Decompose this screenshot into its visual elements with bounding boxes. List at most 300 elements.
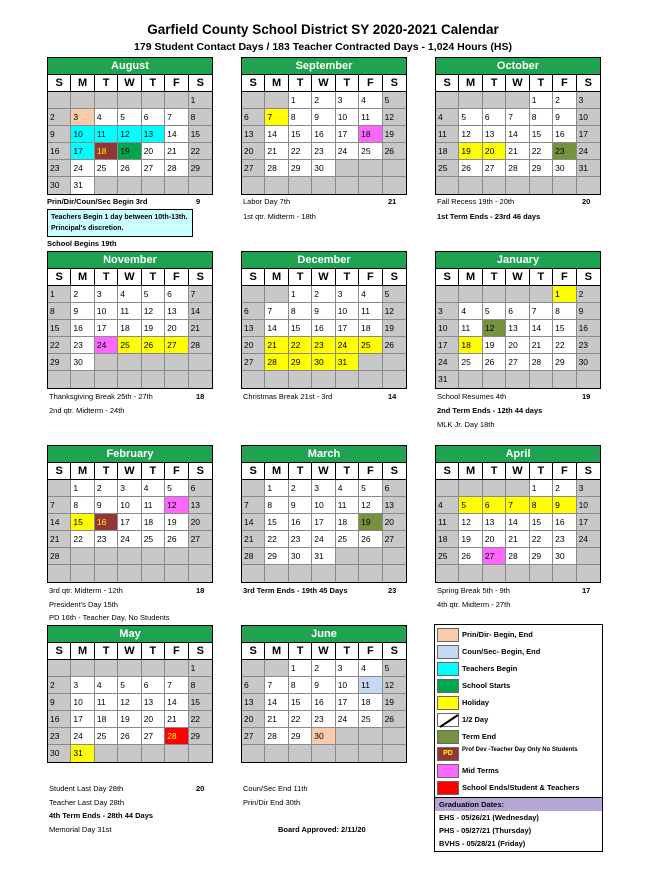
teachers-begin-callout: Teachers Begin 1 day between 10th-13th. Principal's discretion. bbox=[47, 209, 193, 237]
day-cell bbox=[165, 745, 188, 762]
day-cell bbox=[165, 660, 188, 677]
day-of-week-label: W bbox=[118, 643, 141, 660]
day-cell: 24 bbox=[577, 531, 600, 548]
day-cell: 10 bbox=[336, 109, 359, 126]
day-cell bbox=[436, 92, 459, 109]
month-june bbox=[241, 625, 407, 763]
day-cell: 18 bbox=[359, 320, 382, 337]
day-cell: 21 bbox=[530, 337, 553, 354]
day-cell: 10 bbox=[118, 497, 141, 514]
day-cell: 8 bbox=[71, 497, 94, 514]
day-cell: 13 bbox=[242, 126, 265, 143]
day-cell: 13 bbox=[483, 126, 506, 143]
day-cell: 13 bbox=[142, 694, 165, 711]
day-cell bbox=[95, 354, 118, 371]
day-of-week-label: T bbox=[142, 463, 165, 480]
day-cell: 17 bbox=[118, 514, 141, 531]
day-cell: 3 bbox=[336, 660, 359, 677]
day-cell: 8 bbox=[553, 303, 576, 320]
day-cell: 25 bbox=[459, 354, 482, 371]
day-cell: 4 bbox=[336, 480, 359, 497]
day-of-week-label: W bbox=[312, 75, 335, 92]
day-cell: 5 bbox=[483, 303, 506, 320]
day-cell: 24 bbox=[95, 337, 118, 354]
day-cell: 2 bbox=[553, 480, 576, 497]
note-sep-midterm: 1st qtr. Midterm - 18th bbox=[243, 212, 316, 221]
legend-item-school-ends bbox=[435, 780, 602, 796]
legend-item-prin bbox=[435, 627, 602, 643]
month-december bbox=[241, 251, 407, 389]
day-cell bbox=[118, 92, 141, 109]
legend-label: Coun/Sec- Begin, End bbox=[462, 647, 541, 656]
day-cell: 22 bbox=[530, 531, 553, 548]
day-cell: 11 bbox=[436, 514, 459, 531]
day-cell bbox=[312, 745, 335, 762]
day-of-week-label: T bbox=[289, 269, 312, 286]
day-of-week-label: T bbox=[142, 269, 165, 286]
day-of-week-label: T bbox=[336, 269, 359, 286]
day-cell: 19 bbox=[165, 514, 188, 531]
day-cell: 13 bbox=[189, 497, 212, 514]
day-cell bbox=[242, 286, 265, 303]
day-cell: 2 bbox=[95, 480, 118, 497]
page-subtitle: 179 Student Contact Days / 183 Teacher Contracted Days - 1,024 Hours (HS) bbox=[134, 41, 512, 53]
day-cell: 9 bbox=[312, 303, 335, 320]
day-cell: 23 bbox=[71, 337, 94, 354]
day-of-week-label: W bbox=[118, 75, 141, 92]
day-cell bbox=[459, 286, 482, 303]
day-cell bbox=[242, 92, 265, 109]
day-cell: 8 bbox=[530, 109, 553, 126]
day-cell: 20 bbox=[483, 143, 506, 160]
day-cell bbox=[48, 92, 71, 109]
day-of-week-label: T bbox=[289, 463, 312, 480]
day-cell: 4 bbox=[436, 497, 459, 514]
month-april bbox=[435, 445, 601, 583]
day-cell: 5 bbox=[383, 92, 406, 109]
day-cell: 11 bbox=[95, 694, 118, 711]
day-cell: 21 bbox=[165, 711, 188, 728]
day-cell: 7 bbox=[265, 303, 288, 320]
day-cell bbox=[95, 92, 118, 109]
day-cell: 29 bbox=[189, 160, 212, 177]
day-cell: 17 bbox=[71, 143, 94, 160]
day-cell bbox=[242, 660, 265, 677]
day-cell bbox=[530, 371, 553, 388]
day-cell bbox=[312, 177, 335, 194]
day-cell: 24 bbox=[577, 143, 600, 160]
day-cell: 11 bbox=[142, 497, 165, 514]
day-cell: 16 bbox=[312, 126, 335, 143]
day-cell bbox=[289, 177, 312, 194]
day-of-week-label: M bbox=[459, 463, 482, 480]
month-name: January bbox=[436, 252, 600, 269]
day-cell: 28 bbox=[265, 728, 288, 745]
day-of-week-label: W bbox=[312, 269, 335, 286]
day-of-week-label: S bbox=[189, 269, 212, 286]
day-cell: 18 bbox=[142, 514, 165, 531]
day-cell: 30 bbox=[71, 354, 94, 371]
day-cell: 27 bbox=[506, 354, 529, 371]
day-cell bbox=[265, 660, 288, 677]
day-cell: 6 bbox=[142, 109, 165, 126]
day-cell: 21 bbox=[48, 531, 71, 548]
legend-swatch: PD bbox=[437, 747, 459, 761]
day-cell bbox=[48, 371, 71, 388]
day-cell bbox=[48, 565, 71, 582]
day-cell: 3 bbox=[336, 92, 359, 109]
day-of-week-label: F bbox=[553, 463, 576, 480]
day-cell: 24 bbox=[312, 531, 335, 548]
legend-label: Mid Terms bbox=[462, 766, 499, 775]
day-cell: 9 bbox=[553, 109, 576, 126]
day-cell: 22 bbox=[530, 143, 553, 160]
day-cell bbox=[530, 286, 553, 303]
day-of-week-label: M bbox=[459, 75, 482, 92]
day-cell: 2 bbox=[312, 92, 335, 109]
day-cell: 13 bbox=[242, 320, 265, 337]
day-cell: 13 bbox=[165, 303, 188, 320]
month-september bbox=[241, 57, 407, 195]
day-cell: 18 bbox=[359, 694, 382, 711]
day-cell: 18 bbox=[359, 126, 382, 143]
count-may: 20 bbox=[196, 784, 205, 793]
day-cell bbox=[142, 745, 165, 762]
day-of-week-label: T bbox=[530, 463, 553, 480]
day-of-week-label: M bbox=[265, 463, 288, 480]
day-cell: 26 bbox=[383, 711, 406, 728]
day-cell bbox=[553, 177, 576, 194]
day-cell bbox=[165, 371, 188, 388]
day-cell bbox=[289, 371, 312, 388]
note-feb-presidents: President's Day 15th bbox=[49, 600, 118, 609]
day-cell bbox=[577, 565, 600, 582]
day-cell: 2 bbox=[48, 109, 71, 126]
day-cell: 28 bbox=[506, 160, 529, 177]
note-jun-prin: Prin/Dir End 30th bbox=[243, 798, 301, 807]
day-cell: 31 bbox=[71, 745, 94, 762]
day-cell: 6 bbox=[142, 677, 165, 694]
day-cell: 1 bbox=[289, 286, 312, 303]
day-cell: 11 bbox=[359, 677, 382, 694]
day-cell: 14 bbox=[265, 126, 288, 143]
day-cell: 31 bbox=[312, 548, 335, 565]
day-cell: 10 bbox=[336, 677, 359, 694]
day-cell: 4 bbox=[95, 109, 118, 126]
day-cell bbox=[553, 371, 576, 388]
day-cell bbox=[95, 371, 118, 388]
day-of-week-label: T bbox=[289, 75, 312, 92]
day-of-week-label: S bbox=[189, 75, 212, 92]
legend-swatch bbox=[437, 713, 459, 727]
day-cell bbox=[265, 371, 288, 388]
day-of-week-label: S bbox=[436, 463, 459, 480]
day-cell: 21 bbox=[265, 711, 288, 728]
day-cell bbox=[189, 177, 212, 194]
day-cell: 26 bbox=[165, 531, 188, 548]
day-cell: 30 bbox=[48, 177, 71, 194]
day-cell: 13 bbox=[506, 320, 529, 337]
day-cell bbox=[242, 565, 265, 582]
day-cell bbox=[189, 354, 212, 371]
day-cell: 8 bbox=[289, 677, 312, 694]
month-name: April bbox=[436, 446, 600, 463]
day-cell: 11 bbox=[95, 126, 118, 143]
day-cell: 19 bbox=[459, 143, 482, 160]
day-cell: 30 bbox=[48, 745, 71, 762]
day-of-week-label: S bbox=[577, 75, 600, 92]
day-cell: 14 bbox=[506, 126, 529, 143]
day-cell bbox=[459, 177, 482, 194]
day-cell: 5 bbox=[165, 480, 188, 497]
day-of-week-label: T bbox=[95, 463, 118, 480]
day-cell: 14 bbox=[242, 514, 265, 531]
day-cell: 14 bbox=[165, 126, 188, 143]
day-cell: 15 bbox=[289, 694, 312, 711]
note-jan-term: 2nd Term Ends - 12th 44 days bbox=[437, 406, 543, 415]
day-cell: 3 bbox=[336, 286, 359, 303]
legend-label: 1/2 Day bbox=[462, 715, 489, 724]
day-cell: 3 bbox=[71, 109, 94, 126]
day-cell: 19 bbox=[118, 711, 141, 728]
day-cell: 5 bbox=[142, 286, 165, 303]
day-cell bbox=[483, 177, 506, 194]
day-cell bbox=[165, 177, 188, 194]
day-cell: 8 bbox=[289, 109, 312, 126]
day-cell: 3 bbox=[312, 480, 335, 497]
day-cell: 4 bbox=[118, 286, 141, 303]
day-cell bbox=[189, 745, 212, 762]
day-cell bbox=[242, 177, 265, 194]
day-cell: 21 bbox=[506, 143, 529, 160]
month-name: June bbox=[242, 626, 406, 643]
day-cell: 28 bbox=[506, 548, 529, 565]
day-cell: 22 bbox=[265, 531, 288, 548]
day-cell: 12 bbox=[459, 126, 482, 143]
day-cell bbox=[483, 565, 506, 582]
day-cell: 16 bbox=[312, 694, 335, 711]
month-name: March bbox=[242, 446, 406, 463]
day-cell bbox=[436, 286, 459, 303]
day-of-week-label: S bbox=[242, 643, 265, 660]
day-cell bbox=[436, 480, 459, 497]
day-of-week-label: F bbox=[165, 463, 188, 480]
day-cell: 13 bbox=[383, 497, 406, 514]
day-cell: 25 bbox=[95, 728, 118, 745]
month-march bbox=[241, 445, 407, 583]
day-cell: 1 bbox=[553, 286, 576, 303]
day-cell: 28 bbox=[165, 728, 188, 745]
day-cell: 8 bbox=[48, 303, 71, 320]
day-cell: 19 bbox=[383, 126, 406, 143]
day-of-week-label: M bbox=[71, 463, 94, 480]
day-cell bbox=[359, 371, 382, 388]
day-cell bbox=[359, 745, 382, 762]
day-cell: 27 bbox=[242, 354, 265, 371]
day-cell bbox=[48, 480, 71, 497]
day-cell: 10 bbox=[71, 694, 94, 711]
day-cell bbox=[530, 177, 553, 194]
legend-label: Term End bbox=[462, 732, 497, 741]
day-cell: 12 bbox=[118, 694, 141, 711]
day-cell bbox=[506, 371, 529, 388]
day-cell: 5 bbox=[459, 497, 482, 514]
day-cell: 4 bbox=[95, 677, 118, 694]
day-of-week-label: F bbox=[359, 463, 382, 480]
day-cell: 24 bbox=[336, 711, 359, 728]
day-cell bbox=[95, 565, 118, 582]
day-of-week-label: T bbox=[289, 643, 312, 660]
day-cell bbox=[71, 548, 94, 565]
day-cell: 9 bbox=[553, 497, 576, 514]
day-cell: 20 bbox=[483, 531, 506, 548]
day-of-week-label: T bbox=[483, 463, 506, 480]
day-cell: 7 bbox=[165, 677, 188, 694]
day-of-week-label: F bbox=[165, 643, 188, 660]
month-name: May bbox=[48, 626, 212, 643]
day-cell: 19 bbox=[383, 694, 406, 711]
day-of-week-label: S bbox=[383, 643, 406, 660]
day-cell: 29 bbox=[530, 548, 553, 565]
day-cell bbox=[265, 565, 288, 582]
legend-swatch bbox=[437, 679, 459, 693]
day-cell: 28 bbox=[265, 354, 288, 371]
legend-item-mid-terms bbox=[435, 763, 602, 779]
day-cell bbox=[336, 371, 359, 388]
day-cell: 15 bbox=[189, 126, 212, 143]
note-may-student: Student Last Day 28th bbox=[49, 784, 124, 793]
day-cell bbox=[336, 728, 359, 745]
day-of-week-label: M bbox=[265, 643, 288, 660]
day-cell: 10 bbox=[336, 303, 359, 320]
count-dec: 14 bbox=[388, 392, 397, 401]
day-cell: 22 bbox=[289, 143, 312, 160]
day-cell: 4 bbox=[359, 92, 382, 109]
legend-swatch bbox=[437, 764, 459, 778]
day-cell bbox=[48, 660, 71, 677]
day-cell: 26 bbox=[459, 548, 482, 565]
day-of-week-label: T bbox=[530, 269, 553, 286]
day-cell bbox=[483, 92, 506, 109]
day-cell bbox=[459, 480, 482, 497]
day-cell: 14 bbox=[265, 694, 288, 711]
day-of-week-label: S bbox=[436, 269, 459, 286]
count-apr: 17 bbox=[582, 586, 591, 595]
graduation-phs: PHS - 05/27/21 (Thursday) bbox=[439, 826, 532, 835]
day-of-week-label: T bbox=[95, 643, 118, 660]
day-cell: 19 bbox=[359, 514, 382, 531]
day-cell: 25 bbox=[359, 143, 382, 160]
day-cell bbox=[142, 660, 165, 677]
day-cell: 14 bbox=[48, 514, 71, 531]
day-of-week-label: F bbox=[553, 269, 576, 286]
day-cell: 2 bbox=[71, 286, 94, 303]
legend-label: Prin/Dir- Begin, End bbox=[462, 630, 533, 639]
day-cell: 27 bbox=[483, 160, 506, 177]
day-cell bbox=[359, 548, 382, 565]
day-cell bbox=[242, 745, 265, 762]
day-cell: 6 bbox=[242, 109, 265, 126]
day-cell: 15 bbox=[189, 694, 212, 711]
day-cell: 12 bbox=[359, 497, 382, 514]
day-cell: 26 bbox=[118, 728, 141, 745]
day-cell bbox=[118, 565, 141, 582]
month-january bbox=[435, 251, 601, 389]
day-cell: 11 bbox=[118, 303, 141, 320]
day-cell bbox=[359, 177, 382, 194]
day-cell bbox=[383, 728, 406, 745]
day-cell: 23 bbox=[312, 711, 335, 728]
day-cell: 26 bbox=[142, 337, 165, 354]
legend bbox=[434, 624, 603, 852]
day-cell: 8 bbox=[189, 109, 212, 126]
day-of-week-label: F bbox=[359, 269, 382, 286]
legend-label: Holiday bbox=[462, 698, 490, 707]
day-of-week-label: F bbox=[165, 269, 188, 286]
day-cell: 29 bbox=[189, 728, 212, 745]
month-name: August bbox=[48, 58, 212, 75]
day-cell: 20 bbox=[242, 711, 265, 728]
day-cell bbox=[165, 565, 188, 582]
day-cell: 26 bbox=[118, 160, 141, 177]
day-cell bbox=[189, 565, 212, 582]
day-cell: 8 bbox=[265, 497, 288, 514]
day-of-week-label: M bbox=[459, 269, 482, 286]
day-cell bbox=[142, 548, 165, 565]
day-cell: 1 bbox=[530, 92, 553, 109]
day-cell bbox=[577, 371, 600, 388]
day-cell: 16 bbox=[48, 143, 71, 160]
day-cell: 31 bbox=[336, 354, 359, 371]
day-of-week-label: S bbox=[436, 75, 459, 92]
day-cell: 13 bbox=[242, 694, 265, 711]
day-cell: 22 bbox=[189, 143, 212, 160]
day-cell: 7 bbox=[165, 109, 188, 126]
day-cell: 14 bbox=[189, 303, 212, 320]
day-cell: 17 bbox=[577, 514, 600, 531]
day-cell bbox=[118, 660, 141, 677]
day-cell bbox=[189, 371, 212, 388]
day-cell: 19 bbox=[118, 143, 141, 160]
day-cell bbox=[189, 548, 212, 565]
day-cell: 14 bbox=[165, 694, 188, 711]
day-cell bbox=[506, 92, 529, 109]
day-cell: 12 bbox=[383, 677, 406, 694]
day-cell: 31 bbox=[71, 177, 94, 194]
day-cell: 8 bbox=[530, 497, 553, 514]
day-cell: 14 bbox=[506, 514, 529, 531]
day-cell: 15 bbox=[530, 126, 553, 143]
day-of-week-label: W bbox=[506, 75, 529, 92]
day-cell: 17 bbox=[312, 514, 335, 531]
day-cell: 27 bbox=[483, 548, 506, 565]
legend-swatch bbox=[437, 696, 459, 710]
day-cell: 5 bbox=[383, 660, 406, 677]
day-cell: 15 bbox=[530, 514, 553, 531]
day-cell: 12 bbox=[165, 497, 188, 514]
day-of-week-label: S bbox=[383, 75, 406, 92]
day-cell: 9 bbox=[95, 497, 118, 514]
day-cell: 16 bbox=[71, 320, 94, 337]
day-cell: 24 bbox=[71, 728, 94, 745]
month-name: December bbox=[242, 252, 406, 269]
month-november bbox=[47, 251, 213, 389]
day-cell: 28 bbox=[242, 548, 265, 565]
day-cell: 1 bbox=[71, 480, 94, 497]
day-cell bbox=[142, 92, 165, 109]
day-cell: 7 bbox=[48, 497, 71, 514]
day-cell bbox=[506, 177, 529, 194]
